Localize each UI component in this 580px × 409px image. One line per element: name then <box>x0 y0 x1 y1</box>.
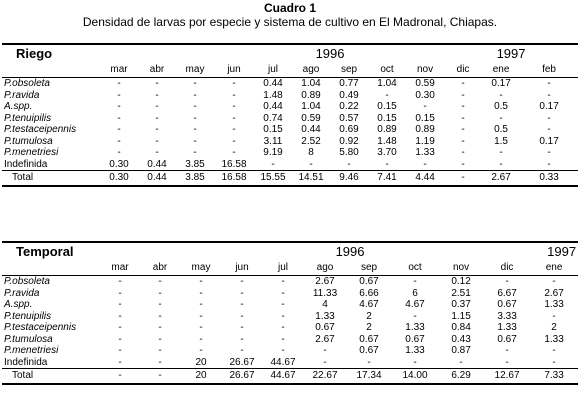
riego-year-1997: 1997 <box>496 46 526 61</box>
month-header: may <box>176 63 214 78</box>
density-value: 0.44 <box>263 101 283 112</box>
total-value: 7.33 <box>530 369 578 385</box>
table-row <box>2 311 578 323</box>
density-value: 0.12 <box>451 276 471 287</box>
density-value: 2 <box>551 322 557 333</box>
density-value: - <box>155 78 159 89</box>
density-value: 6.67 <box>497 287 517 299</box>
density-value: 0.37 <box>451 299 471 310</box>
density-value: 1.48 <box>377 135 397 147</box>
species-name: P.ravida <box>4 287 40 299</box>
density-value: - <box>199 276 203 287</box>
species-name: Indefinida <box>4 158 48 170</box>
density-value: - <box>461 158 465 170</box>
month-header: sep <box>346 261 392 276</box>
month-header: sep <box>330 63 368 78</box>
temporal-year-1997: 1997 <box>547 244 577 259</box>
density-value: 1.04 <box>377 78 397 89</box>
month-header: dic <box>444 63 482 78</box>
density-value: 0.74 <box>263 112 283 124</box>
temporal-header-row <box>2 242 578 261</box>
density-value: - <box>459 356 463 368</box>
temporal-month-row <box>2 261 578 276</box>
table-row <box>2 345 578 357</box>
density-value: - <box>505 345 509 356</box>
density-value: - <box>413 276 417 287</box>
density-value: - <box>240 322 244 333</box>
table-row <box>2 357 578 369</box>
density-value: - <box>117 124 121 135</box>
density-value: - <box>117 78 121 89</box>
total-value: - <box>100 369 140 385</box>
density-value: - <box>158 299 162 310</box>
density-value: 0.44 <box>301 124 321 135</box>
density-value: 5.80 <box>339 147 359 158</box>
total-value: 26.67 <box>222 369 262 385</box>
density-value: - <box>461 112 465 124</box>
density-value: - <box>117 101 121 112</box>
density-value: 0.57 <box>339 112 359 124</box>
table-row <box>2 90 578 102</box>
density-value: - <box>232 135 236 147</box>
riego-table <box>2 43 578 187</box>
riego-header-row <box>2 44 578 63</box>
month-header: mar <box>100 261 140 276</box>
density-value: - <box>461 101 465 112</box>
month-header: ago <box>292 63 330 78</box>
density-value: - <box>547 89 551 101</box>
month-row-spacer <box>2 261 100 276</box>
density-value: - <box>118 276 122 287</box>
density-value: - <box>461 89 465 101</box>
density-value: - <box>347 158 351 170</box>
density-value: - <box>158 310 162 322</box>
density-value: 2.67 <box>544 287 564 299</box>
total-value: - <box>140 369 180 385</box>
density-value: 1.48 <box>263 89 283 101</box>
density-value: 1.33 <box>544 333 564 345</box>
density-value: 1.04 <box>301 78 321 89</box>
density-value: 20 <box>195 356 207 368</box>
density-value: 0.67 <box>497 299 517 310</box>
species-name: P.tumulosa <box>4 333 53 345</box>
density-value: - <box>505 356 509 368</box>
density-value: 8 <box>308 147 314 158</box>
temporal-year-1996: 1996 <box>335 244 365 259</box>
density-value: 0.59 <box>301 112 321 124</box>
density-value: - <box>155 135 159 147</box>
density-value: 0.67 <box>405 333 425 345</box>
density-value: - <box>232 147 236 158</box>
species-name: P.ravida <box>4 89 40 101</box>
density-value: 0.22 <box>339 101 359 112</box>
density-value: - <box>547 78 551 89</box>
density-value: 0.89 <box>301 89 321 101</box>
density-value: 1.33 <box>544 299 564 310</box>
density-value: - <box>232 112 236 124</box>
density-value: - <box>552 276 556 287</box>
temporal-body <box>2 276 578 369</box>
density-value: 2.67 <box>315 333 335 345</box>
total-value: 0.44 <box>138 171 176 187</box>
month-header: ene <box>530 261 578 276</box>
total-label: Total <box>2 171 100 187</box>
density-value: - <box>155 89 159 101</box>
species-name: P.tenuipilis <box>4 112 52 124</box>
density-value: 4.67 <box>405 299 425 310</box>
density-value: - <box>240 287 244 299</box>
density-value: - <box>193 101 197 112</box>
month-header: feb <box>520 63 578 78</box>
total-value: 14.51 <box>292 171 330 187</box>
density-value: 0.69 <box>339 124 359 135</box>
density-value: - <box>118 287 122 299</box>
density-value: - <box>413 356 417 368</box>
density-value: - <box>423 158 427 170</box>
density-value: 0.5 <box>494 101 508 112</box>
density-value: 6 <box>412 287 418 299</box>
density-value: - <box>118 333 122 345</box>
table-row <box>2 276 578 288</box>
density-value: - <box>385 89 389 101</box>
total-value: - <box>444 171 482 187</box>
density-value: 0.67 <box>497 333 517 345</box>
density-value: - <box>547 124 551 135</box>
density-value: 0.17 <box>539 135 559 147</box>
month-header: nov <box>406 63 444 78</box>
riego-year-1996: 1996 <box>315 46 345 61</box>
density-value: - <box>199 322 203 333</box>
density-value: 0.17 <box>539 101 559 112</box>
density-value: 1.04 <box>301 101 321 112</box>
density-value: - <box>547 147 551 158</box>
density-value: 9.19 <box>263 147 283 158</box>
density-value: - <box>117 89 121 101</box>
density-value: 26.67 <box>229 356 255 368</box>
density-value: - <box>281 299 285 310</box>
density-value: - <box>240 310 244 322</box>
density-value: 0.59 <box>415 78 435 89</box>
density-value: - <box>117 135 121 147</box>
table-row <box>2 299 578 311</box>
species-name: Indefinida <box>4 356 48 368</box>
density-value: - <box>499 89 503 101</box>
total-value: 0.30 <box>100 171 138 187</box>
month-header: dic <box>484 261 530 276</box>
density-value: - <box>423 101 427 112</box>
density-value: 3.33 <box>497 310 517 322</box>
table-caption <box>0 1 580 29</box>
month-header: mar <box>100 63 138 78</box>
density-value: 2 <box>366 322 372 333</box>
density-value: - <box>240 299 244 310</box>
month-header: jun <box>214 63 254 78</box>
density-value: 44.67 <box>270 356 296 368</box>
density-value: 0.67 <box>315 322 335 333</box>
table-row <box>2 101 578 113</box>
table-row <box>2 334 578 346</box>
density-value: 2.51 <box>451 287 471 299</box>
density-value: - <box>158 276 162 287</box>
density-value: - <box>499 112 503 124</box>
table-row <box>2 78 578 90</box>
caption-title: Cuadro 1 <box>263 1 316 15</box>
month-header: jun <box>222 261 262 276</box>
total-value: 4.44 <box>406 171 444 187</box>
density-value: - <box>232 124 236 135</box>
density-value: - <box>281 333 285 345</box>
density-value: - <box>199 310 203 322</box>
density-value: - <box>552 356 556 368</box>
total-value: 22.67 <box>304 369 346 385</box>
density-value: 1.15 <box>451 310 471 322</box>
riego-month-row <box>2 63 578 78</box>
density-value: 0.15 <box>263 124 283 135</box>
total-value: 15.55 <box>254 171 292 187</box>
species-name: P.obsoleta <box>4 78 50 89</box>
density-value: 0.67 <box>359 333 379 345</box>
species-name: P.obsoleta <box>4 276 50 287</box>
density-value: 0.15 <box>415 112 435 124</box>
density-value: - <box>281 310 285 322</box>
species-name: P.testaceipennis <box>4 322 77 333</box>
density-value: - <box>118 322 122 333</box>
density-value: - <box>309 158 313 170</box>
density-value: 2 <box>366 310 372 322</box>
density-value: 1.19 <box>415 135 435 147</box>
total-value: 12.67 <box>484 369 530 385</box>
density-value: - <box>505 276 509 287</box>
density-value: 0.87 <box>451 345 471 356</box>
density-value: - <box>193 78 197 89</box>
caption-subtitle: Densidad de larvas por especie y sistema de cultivo en El Madronal, Chiapas. <box>82 15 498 29</box>
month-header: nov <box>438 261 484 276</box>
density-value: - <box>193 124 197 135</box>
temporal-table <box>2 241 578 385</box>
total-value: 7.41 <box>368 171 406 187</box>
density-value: 0.67 <box>359 276 379 287</box>
total-label: Total <box>2 369 100 385</box>
density-value: 1.33 <box>405 322 425 333</box>
density-value: 2.52 <box>301 135 321 147</box>
density-value: 0.43 <box>451 333 471 345</box>
density-value: 0.17 <box>491 78 511 89</box>
density-value: 0.49 <box>339 89 359 101</box>
density-value: - <box>155 101 159 112</box>
density-value: 1.33 <box>497 322 517 333</box>
total-value: 6.29 <box>438 369 484 385</box>
density-value: - <box>547 158 551 170</box>
month-header: may <box>180 261 222 276</box>
density-value: - <box>232 89 236 101</box>
total-value: 3.85 <box>176 171 214 187</box>
density-value: 1.33 <box>315 310 335 322</box>
density-value: 0.84 <box>451 322 471 333</box>
density-value: 6.66 <box>359 287 379 299</box>
table-row <box>2 322 578 334</box>
density-value: 0.30 <box>109 158 129 170</box>
density-value: - <box>271 158 275 170</box>
density-value: - <box>199 299 203 310</box>
density-value: - <box>281 276 285 287</box>
density-value: - <box>232 101 236 112</box>
month-header: abr <box>138 63 176 78</box>
table-row <box>2 147 578 159</box>
density-value: 1.33 <box>415 147 435 158</box>
density-value: 3.70 <box>377 147 397 158</box>
riego-body <box>2 78 578 171</box>
density-value: - <box>240 276 244 287</box>
density-value: - <box>118 310 122 322</box>
species-name: P.tenuipilis <box>4 310 52 322</box>
density-value: - <box>193 135 197 147</box>
density-value: - <box>117 147 121 158</box>
density-value: - <box>232 78 236 89</box>
density-value: 0.15 <box>377 101 397 112</box>
density-value: 0.44 <box>147 158 167 170</box>
species-name: P.testaceipennis <box>4 124 77 135</box>
density-value: 2.67 <box>315 276 335 287</box>
density-value: 0.5 <box>494 124 508 135</box>
species-name: P.menetriesi <box>4 345 59 356</box>
density-value: 1.33 <box>405 345 425 356</box>
density-value: - <box>461 135 465 147</box>
density-value: 3.85 <box>185 158 205 170</box>
density-value: - <box>281 345 285 356</box>
density-value: - <box>461 78 465 89</box>
density-value: - <box>281 322 285 333</box>
table-row <box>2 288 578 300</box>
total-value: 17.34 <box>346 369 392 385</box>
density-value: - <box>158 356 162 368</box>
density-value: - <box>240 333 244 345</box>
month-header: abr <box>140 261 180 276</box>
density-value: - <box>193 147 197 158</box>
density-value: - <box>199 287 203 299</box>
riego-section-label: Riego <box>16 46 53 61</box>
density-value: - <box>461 147 465 158</box>
total-value: 0.33 <box>520 171 578 187</box>
density-value: - <box>158 287 162 299</box>
density-value: 0.92 <box>339 135 359 147</box>
table-row <box>2 113 578 125</box>
density-value: - <box>199 345 203 356</box>
density-value: - <box>323 345 327 356</box>
density-value: 11.33 <box>312 287 338 299</box>
density-value: 3.11 <box>263 135 283 147</box>
density-value: - <box>367 356 371 368</box>
month-header: oct <box>368 63 406 78</box>
table-row <box>2 159 578 171</box>
total-value: 44.67 <box>262 369 304 385</box>
month-header: oct <box>392 261 438 276</box>
density-value: - <box>199 333 203 345</box>
density-value: - <box>547 112 551 124</box>
total-value: 16.58 <box>214 171 254 187</box>
density-value: - <box>499 147 503 158</box>
density-value: 4.67 <box>359 299 379 310</box>
riego-total-row <box>2 171 578 187</box>
density-value: - <box>118 356 122 368</box>
density-value: - <box>155 147 159 158</box>
table-row <box>2 136 578 148</box>
density-value: 4 <box>322 299 328 310</box>
density-value: - <box>118 299 122 310</box>
species-name: P.tumulosa <box>4 135 53 147</box>
density-value: - <box>118 345 122 356</box>
density-value: - <box>155 112 159 124</box>
density-value: 1.5 <box>494 135 508 147</box>
density-value: 16.58 <box>221 158 247 170</box>
density-value: 0.77 <box>339 78 359 89</box>
density-value: - <box>158 322 162 333</box>
density-value: - <box>193 89 197 101</box>
density-value: 0.89 <box>377 124 397 135</box>
total-value: 9.46 <box>330 171 368 187</box>
density-value: - <box>385 158 389 170</box>
density-value: - <box>158 345 162 356</box>
density-value: - <box>552 345 556 356</box>
density-value: 0.30 <box>415 89 435 101</box>
month-header: jul <box>254 63 292 78</box>
month-header: ene <box>482 63 520 78</box>
species-name: A.spp. <box>4 101 33 112</box>
total-value: 20 <box>180 369 222 385</box>
table-row <box>2 124 578 136</box>
species-name: P.menetriesi <box>4 147 59 158</box>
month-row-spacer <box>2 63 100 78</box>
density-value: - <box>155 124 159 135</box>
density-value: - <box>323 356 327 368</box>
species-name: A.spp. <box>4 299 33 310</box>
density-value: - <box>499 158 503 170</box>
density-value: - <box>117 112 121 124</box>
density-value: 0.89 <box>415 124 435 135</box>
density-value: - <box>413 310 417 322</box>
density-value: - <box>552 310 556 322</box>
total-value: 2.67 <box>482 171 520 187</box>
density-value: 0.67 <box>359 345 379 356</box>
density-value: - <box>193 112 197 124</box>
density-value: 0.44 <box>263 78 283 89</box>
density-value: - <box>240 345 244 356</box>
temporal-section-label: Temporal <box>16 244 74 259</box>
density-value: - <box>158 333 162 345</box>
density-value: - <box>461 124 465 135</box>
month-header: jul <box>262 261 304 276</box>
month-header: ago <box>304 261 346 276</box>
total-value: 14.00 <box>392 369 438 385</box>
density-value: - <box>281 287 285 299</box>
density-value: 0.15 <box>377 112 397 124</box>
temporal-total-row <box>2 369 578 385</box>
